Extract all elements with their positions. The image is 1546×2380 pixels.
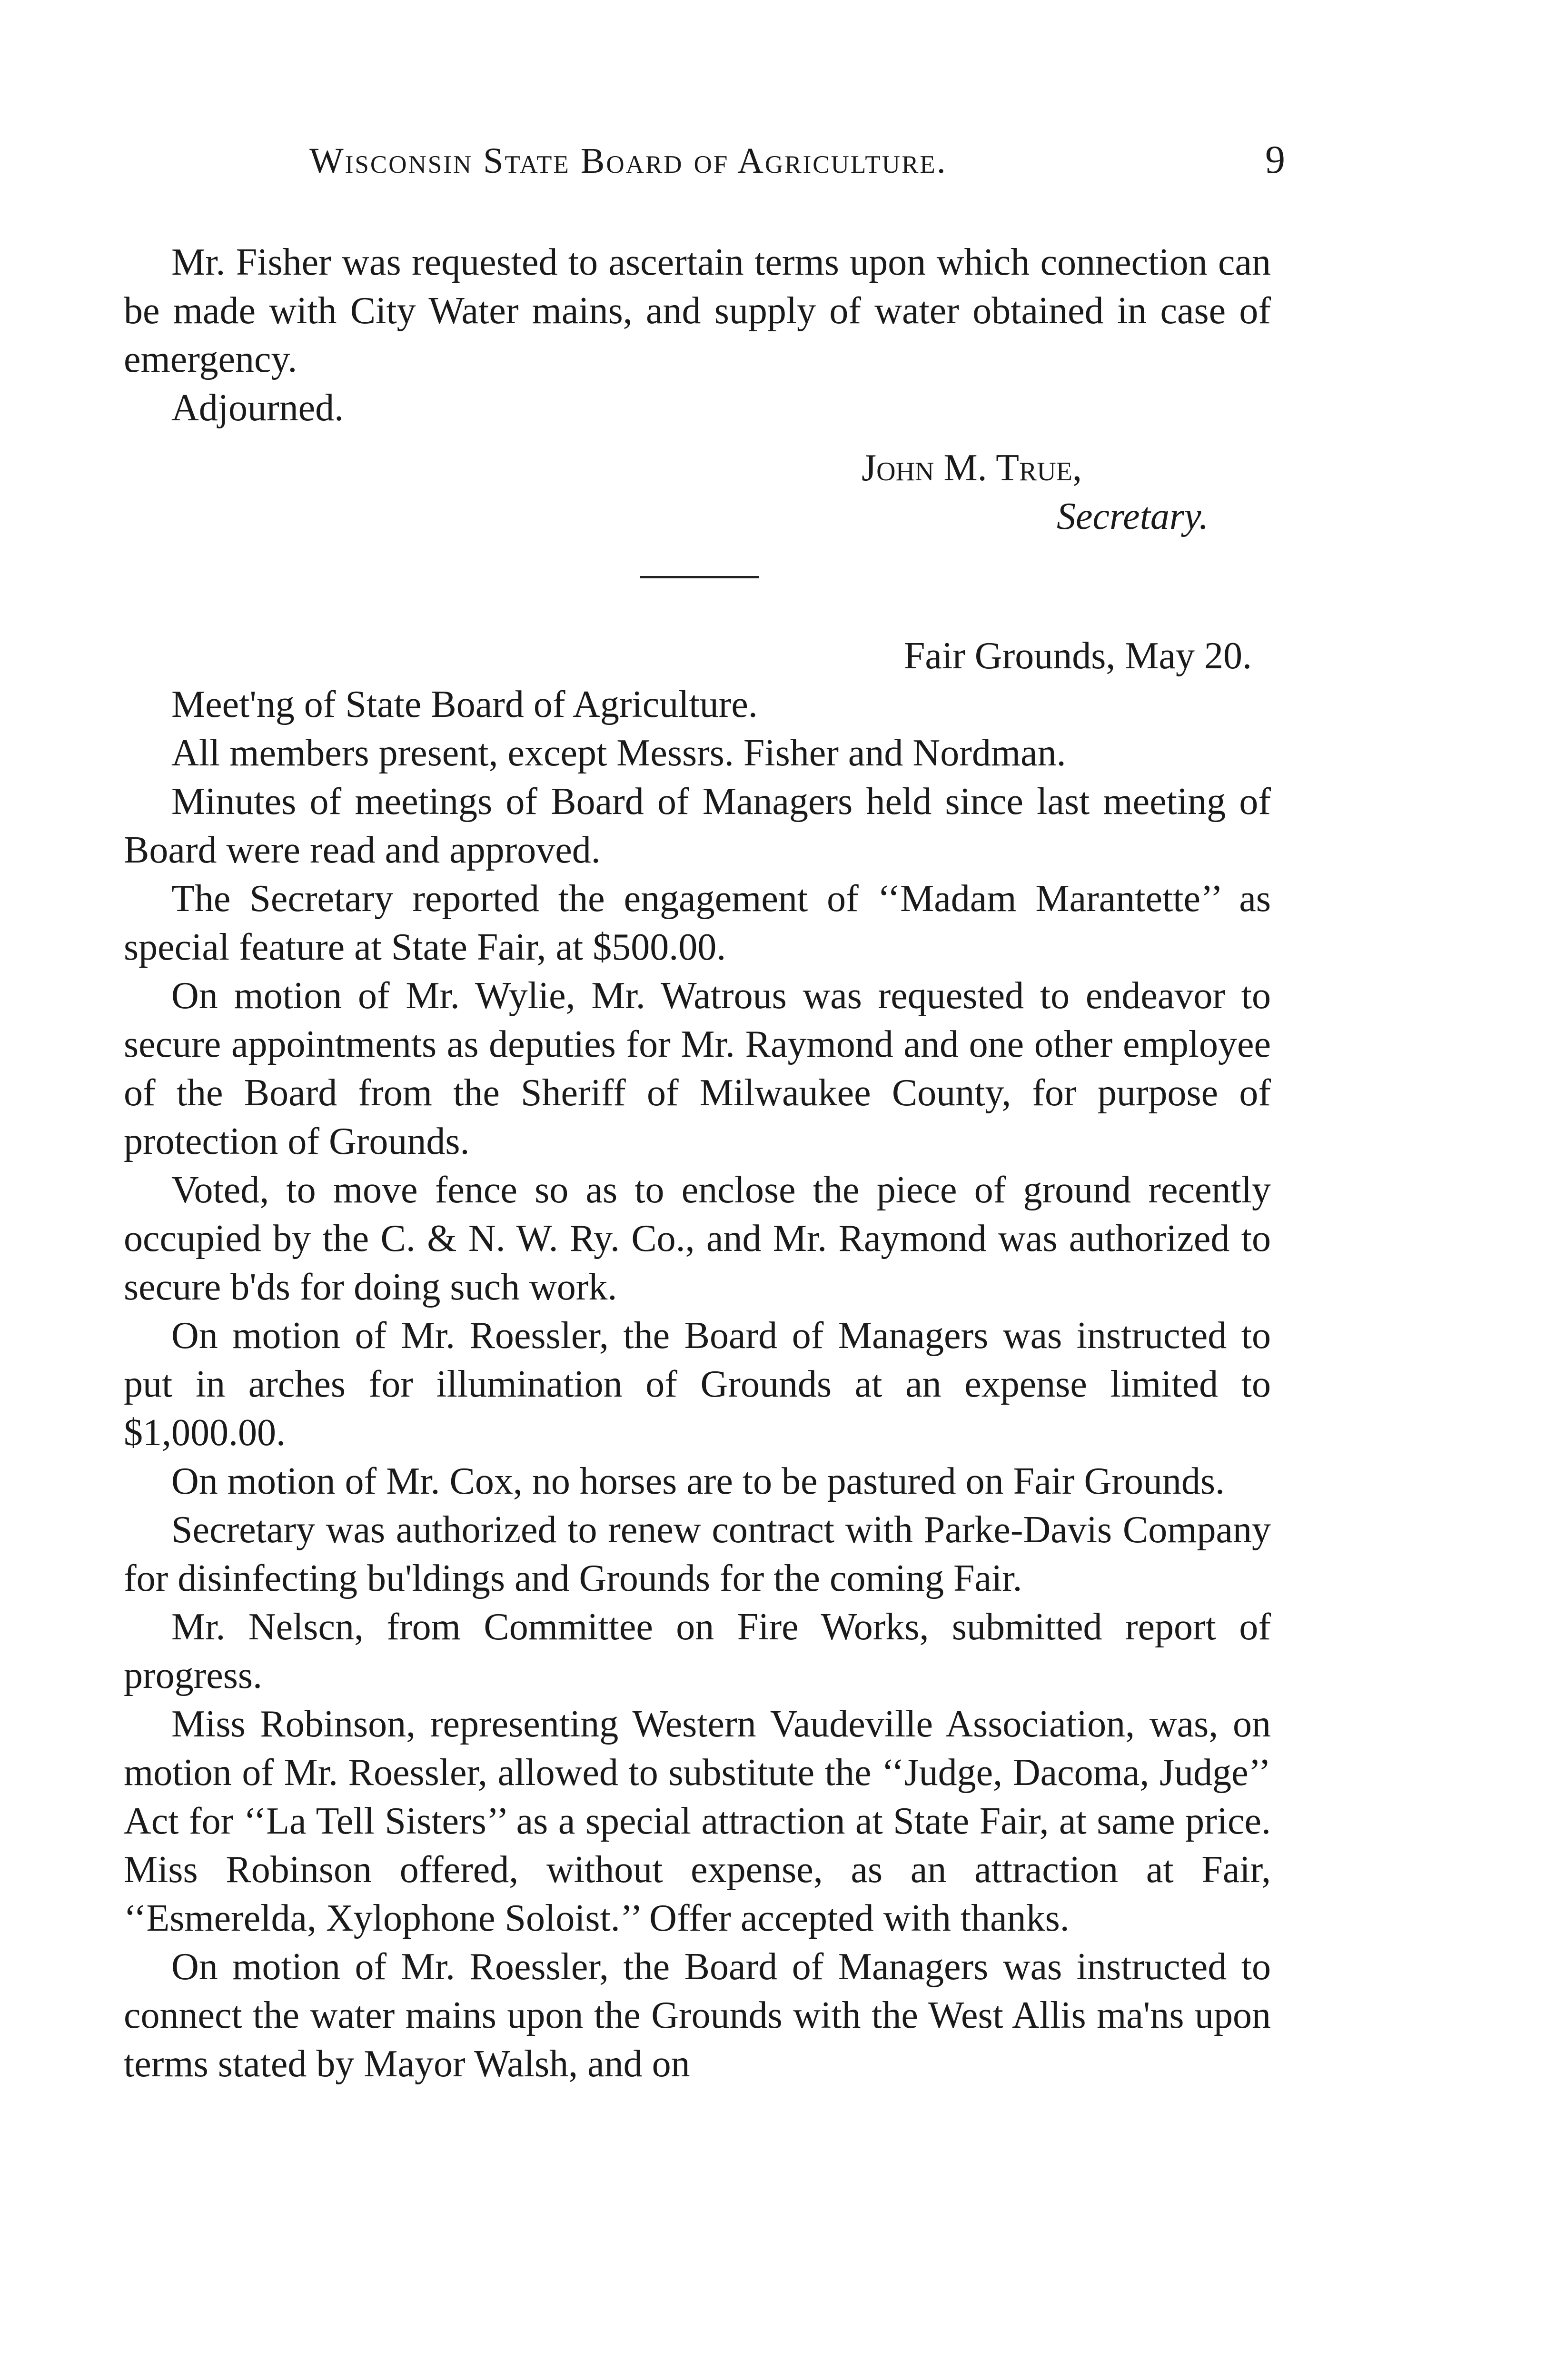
paragraph: On motion of Mr. Roessler, the Board of Managers was instructed to connect the water mains upon the Grounds with the West Allis ma'ns upon terms stated by Mayor Walsh, and on bbox=[124, 1946, 1271, 2085]
paragraph: Secretary was authorized to renew contract with Parke-Davis Company for disinfecting bu'ldings and Grounds for the coming Fair. bbox=[124, 1509, 1271, 1599]
paragraph: Mr. Fisher was requested to ascertain terms upon which connection can be made with City Water mains, and supply of water obtained in case of emergency. bbox=[124, 241, 1271, 380]
paragraph: Mr. Nelscn, from Committee on Fire Works, submitted report of progress. bbox=[124, 1606, 1271, 1696]
dateline: Fair Grounds, May 20. bbox=[903, 635, 1252, 677]
paragraph: Adjourned. bbox=[171, 387, 344, 429]
signature-name: John M. True, bbox=[862, 447, 1082, 489]
body-text bbox=[124, 238, 1271, 2088]
header-title: Wisconsin State Board of Agriculture. bbox=[309, 141, 947, 181]
paragraph: On motion of Mr. Roessler, the Board of Managers was instructed to put in arches for illumination of Grounds at an expense limited to $1,000.00. bbox=[124, 1315, 1271, 1454]
page-number: 9 bbox=[1265, 138, 1285, 182]
paragraph: Miss Robinson, representing Western Vaudeville Association, was, on motion of Mr. Roessler, allowed to substitute the ‘‘Judge, Dacoma, Judge’’ Act for ‘‘La Tell Sisters’’ as a special attraction at State Fair, at same price. Miss Robinson offered, without expense, as an attraction at Fair, ‘‘Esmerelda, Xylophone Soloist.’’ Offer accepted with thanks. bbox=[124, 1703, 1271, 1939]
signature-title: Secretary. bbox=[1057, 496, 1209, 537]
paragraph: The Secretary reported the engagement of ‘‘Madam Marantette’’ as special feature at State Fair, at $500.00. bbox=[124, 878, 1271, 968]
signature-block bbox=[124, 432, 1271, 546]
paragraph: Minutes of meetings of Board of Managers held since last meeting of Board were read and approved. bbox=[124, 781, 1271, 871]
paragraph: On motion of Mr. Cox, no horses are to be pastured on Fair Grounds. bbox=[171, 1460, 1225, 1502]
paragraph: Voted, to move fence so as to enclose the piece of ground recently occupied by the C. & N. W. Ry. Co., and Mr. Raymond was authorized to secure b'ds for doing such work. bbox=[124, 1169, 1271, 1308]
running-header bbox=[309, 140, 1285, 193]
paragraph: Meet'ng of State Board of Agriculture. bbox=[171, 684, 758, 725]
paragraph: All members present, except Messrs. Fisher and Nordman. bbox=[171, 732, 1066, 774]
paragraph: On motion of Mr. Wylie, Mr. Watrous was requested to endeavor to secure appointments as deputies for Mr. Raymond and one other employee of the Board from the Sheriff of Milwaukee County, for purpose of protection of Grounds. bbox=[124, 975, 1271, 1162]
section-divider bbox=[640, 576, 759, 578]
